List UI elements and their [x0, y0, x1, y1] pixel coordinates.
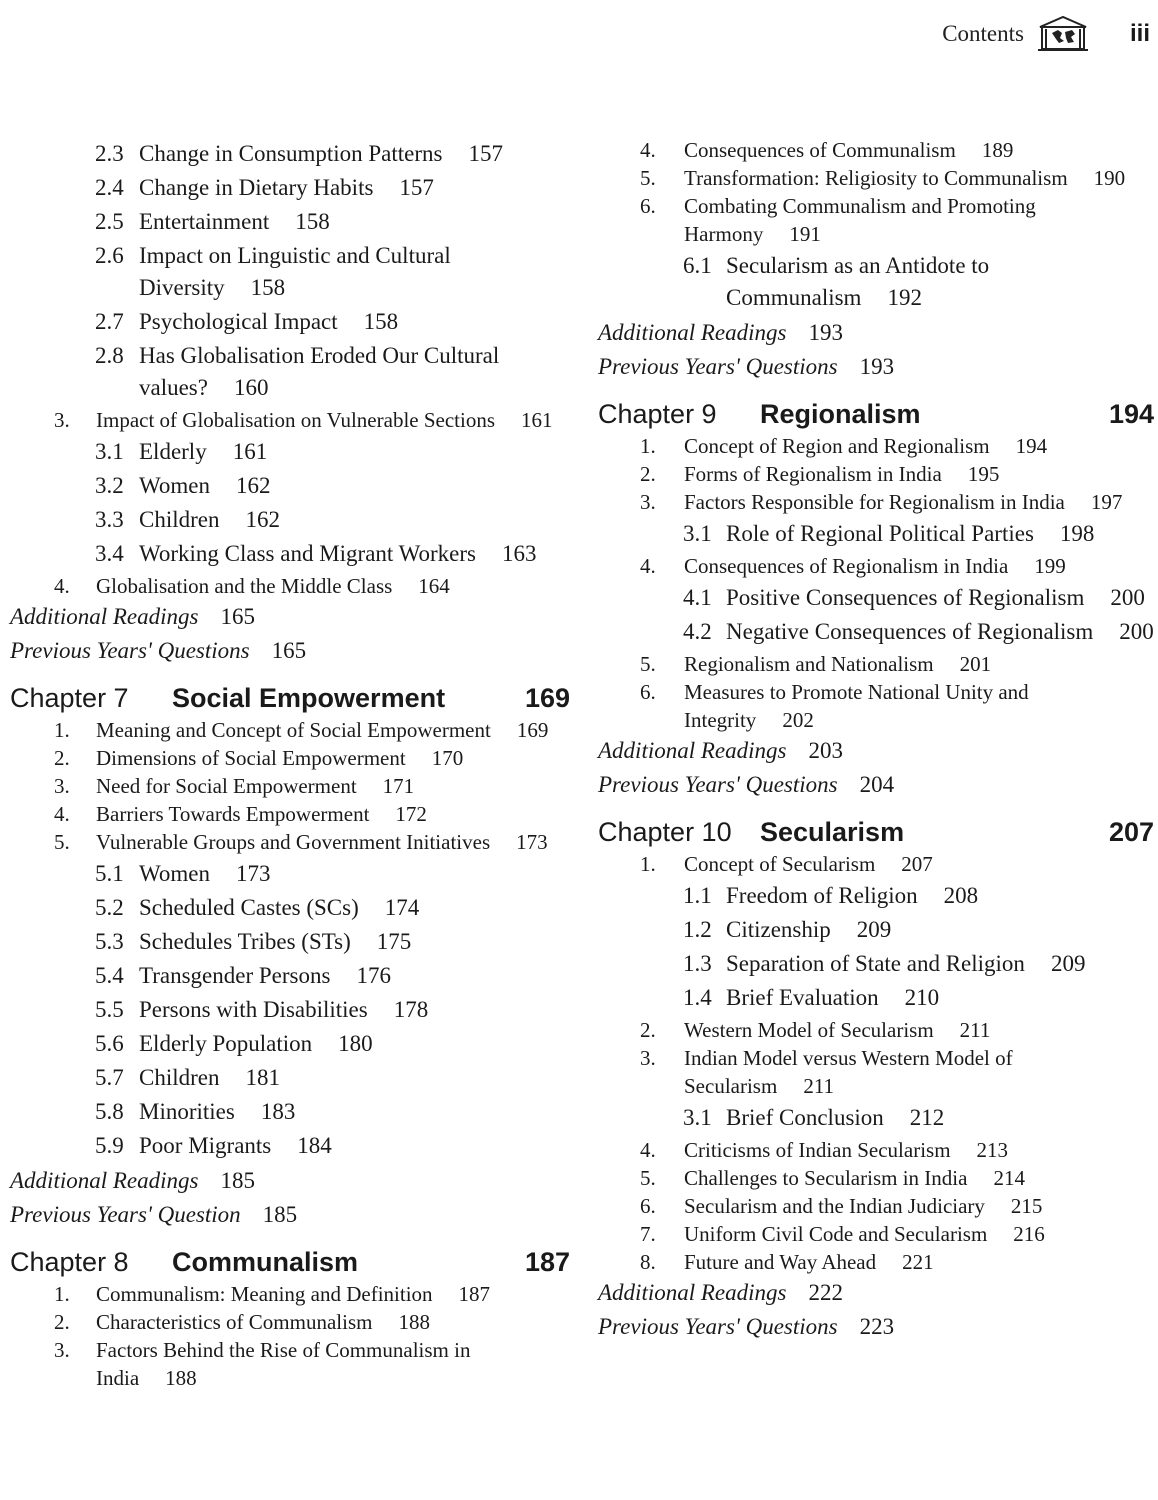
- entry-page: 158: [250, 275, 286, 300]
- entry-text: Future and Way Ahead: [684, 1250, 877, 1274]
- entry-number: 5.4: [95, 963, 124, 988]
- entry-text: Negative Consequences of Regionalism: [726, 619, 1094, 644]
- entry-number: 2.4: [95, 175, 124, 200]
- entry-text: Western Model of Secularism: [684, 1018, 934, 1042]
- entry-number: 5.8: [95, 1099, 124, 1124]
- entry-text: Additional Readings: [10, 1168, 199, 1193]
- entry-page: 214: [993, 1166, 1025, 1190]
- entry-text: Previous Years' Questions: [598, 354, 838, 379]
- entry-number: 5.5: [95, 997, 124, 1022]
- toc-subsection-entry: [598, 250, 1154, 314]
- chapter-heading: [598, 396, 1154, 432]
- entry-text: Positive Consequences of Regionalism: [726, 585, 1085, 610]
- toc-section-entry: [598, 1136, 1154, 1164]
- entry-page: 197: [1090, 490, 1123, 514]
- toc-extra-entry: [10, 600, 570, 634]
- toc-subsection-entry: [10, 960, 570, 992]
- toc-subsection-entry: [10, 926, 570, 958]
- toc-section-entry: [598, 460, 1154, 488]
- entry-number: 5.6: [95, 1031, 124, 1056]
- toc-subsection-entry: [598, 982, 1154, 1014]
- toc-extra-entry: [598, 1276, 1154, 1310]
- toc-subsection-entry: [10, 240, 570, 304]
- toc-section-entry: [10, 744, 570, 772]
- entry-text: Additional Readings: [598, 1280, 787, 1305]
- entry-number: 6.1: [683, 253, 712, 278]
- toc-section-entry: [598, 1044, 1154, 1100]
- entry-number: 1.: [54, 1282, 70, 1306]
- entry-number: 7.: [640, 1222, 656, 1246]
- chapter-label: Chapter 8: [10, 1247, 129, 1277]
- entry-text: Separation of State and Religion: [726, 951, 1025, 976]
- entry-page: 187: [458, 1282, 491, 1306]
- entry-text: Has Globalisation Eroded Our Cultural values?: [139, 343, 500, 400]
- toc-section-entry: [598, 678, 1154, 734]
- entry-number: 2.5: [95, 209, 124, 234]
- entry-text: Schedules Tribes (STs): [139, 929, 351, 954]
- entry-number: 5.7: [95, 1065, 124, 1090]
- entry-page: 209: [856, 917, 892, 942]
- entry-text: Impact of Globalisation on Vulnerable Sections: [96, 408, 496, 432]
- entry-page: 185: [220, 1168, 255, 1193]
- toc-subsection-entry: [10, 340, 570, 404]
- toc-section-entry: [598, 552, 1154, 580]
- toc-subsection-entry: [10, 436, 570, 468]
- toc-subsection-entry: [598, 948, 1154, 980]
- entry-number: 1.4: [683, 985, 712, 1010]
- entry-text: Additional Readings: [598, 320, 787, 345]
- toc-section-entry: [598, 1164, 1154, 1192]
- entry-page: 215: [1010, 1194, 1043, 1218]
- entry-page: 191: [789, 222, 821, 246]
- entry-page: 173: [235, 861, 271, 886]
- entry-page: 160: [233, 375, 269, 400]
- entry-text: Uniform Civil Code and Secularism: [684, 1222, 988, 1246]
- entry-text: Change in Consumption Patterns: [139, 141, 443, 166]
- chapter-title: Secularism: [760, 817, 905, 847]
- entry-page: 211: [803, 1074, 835, 1098]
- entry-page: 158: [363, 309, 399, 334]
- toc-section-entry: [10, 406, 570, 434]
- entry-number: 1.: [640, 852, 656, 876]
- entry-page: 200: [1119, 619, 1154, 644]
- entry-text: Previous Years' Questions: [10, 638, 250, 663]
- toc-subsection-entry: [10, 306, 570, 338]
- entry-number: 4.: [640, 554, 656, 578]
- toc-section-entry: [10, 1280, 570, 1308]
- toc-subsection-entry: [10, 470, 570, 502]
- entry-page: 208: [943, 883, 979, 908]
- entry-page: 189: [981, 138, 1014, 162]
- entry-text: Psychological Impact: [139, 309, 338, 334]
- entry-page: 213: [976, 1138, 1009, 1162]
- toc-section-entry: [598, 1016, 1154, 1044]
- chapter-heading: [598, 814, 1154, 850]
- entry-page: 200: [1110, 585, 1145, 610]
- entry-text: Indian Model versus Western Model of Secularism: [684, 1046, 1013, 1098]
- entry-page: 171: [382, 774, 415, 798]
- entry-text: Measures to Promote National Unity and Integrity: [684, 680, 1029, 732]
- entry-number: 3.4: [95, 541, 124, 566]
- entry-text: Regionalism and Nationalism: [684, 652, 934, 676]
- toc-section-entry: [10, 800, 570, 828]
- entry-page: 209: [1050, 951, 1086, 976]
- entry-text: Need for Social Empowerment: [96, 774, 357, 798]
- entry-number: 5.2: [95, 895, 124, 920]
- toc-subsection-entry: [598, 582, 1154, 614]
- entry-number: 2.8: [95, 343, 124, 368]
- toc-extra-entry: [598, 316, 1154, 350]
- entry-text: Scheduled Castes (SCs): [139, 895, 359, 920]
- toc-right-column: [598, 136, 1154, 1344]
- entry-text: Women: [139, 861, 210, 886]
- entry-number: 5.: [640, 1166, 656, 1190]
- chapter-page: 187: [524, 1247, 570, 1277]
- toc-subsection-entry: [10, 1096, 570, 1128]
- entry-text: Vulnerable Groups and Government Initiatives: [96, 830, 491, 854]
- entry-text: Entertainment: [139, 209, 270, 234]
- entry-number: 2.: [640, 1018, 656, 1042]
- entry-page: 185: [262, 1202, 298, 1227]
- entry-page: 216: [1013, 1222, 1045, 1246]
- entry-text: Elderly Population: [139, 1031, 313, 1056]
- entry-page: 222: [808, 1280, 843, 1305]
- toc-subsection-entry: [10, 1028, 570, 1060]
- entry-text: Previous Years' Question: [10, 1202, 241, 1227]
- entry-number: 3.3: [95, 507, 124, 532]
- running-head: Contents: [942, 21, 1024, 46]
- entry-page: 201: [959, 652, 992, 676]
- entry-page: 165: [220, 604, 255, 629]
- toc-subsection-entry: [598, 880, 1154, 912]
- toc-section-entry: [10, 1336, 570, 1392]
- toc-subsection-entry: [10, 1130, 570, 1162]
- entry-page: 193: [808, 320, 843, 345]
- entry-number: 1.2: [683, 917, 712, 942]
- toc-subsection-entry: [598, 616, 1154, 648]
- entry-text: Persons with Disabilities: [139, 997, 368, 1022]
- toc-section-entry: [598, 650, 1154, 678]
- entry-number: 1.: [54, 718, 70, 742]
- page-number: iii: [1129, 20, 1150, 47]
- entry-number: 2.6: [95, 243, 124, 268]
- entry-page: 169: [516, 718, 549, 742]
- toc-section-entry: [598, 136, 1154, 164]
- toc-subsection-entry: [598, 914, 1154, 946]
- entry-number: 3.1: [95, 439, 124, 464]
- entry-text: Factors Responsible for Regionalism in India: [684, 490, 1065, 514]
- entry-page: 181: [245, 1065, 280, 1090]
- entry-page: 180: [338, 1031, 373, 1056]
- entry-page: 165: [271, 638, 307, 663]
- entry-text: Characteristics of Communalism: [96, 1310, 373, 1334]
- entry-page: 207: [901, 852, 933, 876]
- entry-page: 157: [399, 175, 434, 200]
- entry-text: Concept of Secularism: [684, 852, 876, 876]
- entry-number: 2.: [54, 1310, 70, 1334]
- book-house-logo-icon: [1036, 15, 1090, 53]
- entry-text: Secularism and the Indian Judiciary: [684, 1194, 985, 1218]
- toc-subsection-entry: [10, 138, 570, 170]
- toc-section-entry: [10, 572, 570, 600]
- entry-text: Meaning and Concept of Social Empowerment: [96, 718, 491, 742]
- entry-text: Women: [139, 473, 210, 498]
- toc-subsection-entry: [10, 892, 570, 924]
- entry-number: 5.: [640, 652, 656, 676]
- chapter-label: Chapter 9: [598, 399, 717, 429]
- toc-extra-entry: [10, 1198, 570, 1232]
- toc-subsection-entry: [10, 206, 570, 238]
- entry-page: 203: [808, 738, 843, 763]
- entry-page: 174: [384, 895, 420, 920]
- toc-section-entry: [598, 192, 1154, 248]
- toc-section-entry: [10, 828, 570, 856]
- entry-page: 192: [887, 285, 922, 310]
- entry-number: 4.: [640, 138, 656, 162]
- entry-text: Secularism as an Antidote to Communalism: [726, 253, 990, 310]
- toc-section-entry: [598, 164, 1154, 192]
- entry-text: Previous Years' Questions: [598, 1314, 838, 1339]
- entry-text: Elderly: [139, 439, 207, 464]
- toc-subsection-entry: [10, 858, 570, 890]
- toc-section-entry: [598, 1192, 1154, 1220]
- entry-text: Role of Regional Political Parties: [726, 521, 1034, 546]
- entry-page: 162: [245, 507, 280, 532]
- toc-section-entry: [10, 716, 570, 744]
- chapter-page: 207: [1108, 817, 1154, 847]
- entry-number: 2.: [54, 746, 70, 770]
- entry-text: Criticisms of Indian Secularism: [684, 1138, 951, 1162]
- entry-number: 3.: [54, 408, 70, 432]
- entry-page: 198: [1059, 521, 1095, 546]
- entry-page: 188: [398, 1310, 430, 1334]
- entry-number: 3.: [54, 774, 70, 798]
- entry-page: 188: [165, 1366, 197, 1390]
- toc-extra-entry: [10, 1164, 570, 1198]
- toc-subsection-entry: [598, 518, 1154, 550]
- entry-text: Poor Migrants: [139, 1133, 272, 1158]
- entry-page: 157: [468, 141, 503, 166]
- toc-extra-entry: [10, 634, 570, 668]
- entry-text: Factors Behind the Rise of Communalism in India: [96, 1338, 471, 1390]
- entry-number: 4.: [640, 1138, 656, 1162]
- entry-text: Transformation: Religiosity to Communalism: [684, 166, 1068, 190]
- toc-extra-entry: [598, 734, 1154, 768]
- entry-page: 158: [295, 209, 330, 234]
- entry-number: 3.1: [683, 521, 712, 546]
- entry-page: 184: [297, 1133, 332, 1158]
- entry-number: 3.2: [95, 473, 124, 498]
- entry-text: Consequences of Regionalism in India: [684, 554, 1009, 578]
- entry-page: 190: [1093, 166, 1126, 190]
- toc-section-entry: [10, 1308, 570, 1336]
- entry-page: 170: [431, 746, 464, 770]
- entry-page: 162: [235, 473, 271, 498]
- entry-number: 4.1: [683, 585, 712, 610]
- entry-page: 211: [959, 1018, 991, 1042]
- chapter-label: Chapter 7: [10, 683, 129, 713]
- chapter-title: Regionalism: [760, 399, 921, 429]
- entry-text: Transgender Persons: [139, 963, 331, 988]
- entry-page: 193: [859, 354, 895, 379]
- entry-text: Working Class and Migrant Workers: [139, 541, 476, 566]
- toc-section-entry: [598, 488, 1154, 516]
- chapter-label: Chapter 10: [598, 817, 732, 847]
- entry-page: 194: [1015, 434, 1048, 458]
- entry-page: 202: [782, 708, 814, 732]
- entry-number: 8.: [640, 1250, 656, 1274]
- entry-page: 183: [260, 1099, 296, 1124]
- entry-number: 3.1: [683, 1105, 712, 1130]
- toc-subsection-entry: [10, 172, 570, 204]
- entry-text: Consequences of Communalism: [684, 138, 956, 162]
- chapter-title: Communalism: [172, 1247, 359, 1277]
- entry-text: Concept of Region and Regionalism: [684, 434, 990, 458]
- entry-text: Impact on Linguistic and Cultural Diversity: [139, 243, 451, 300]
- entry-page: 175: [376, 929, 412, 954]
- entry-text: Children: [139, 507, 220, 532]
- chapter-heading: [10, 680, 570, 716]
- toc-subsection-entry: [598, 1102, 1154, 1134]
- entry-number: 5.1: [95, 861, 124, 886]
- entry-page: 173: [516, 830, 548, 854]
- entry-page: 204: [859, 772, 895, 797]
- entry-number: 1.3: [683, 951, 712, 976]
- entry-number: 4.2: [683, 619, 712, 644]
- entry-number: 3.: [640, 1046, 656, 1070]
- entry-text: Dimensions of Social Empowerment: [96, 746, 406, 770]
- entry-number: 2.7: [95, 309, 124, 334]
- entry-number: 2.3: [95, 141, 124, 166]
- chapter-page: 194: [1108, 399, 1154, 429]
- entry-number: 5.: [640, 166, 656, 190]
- entry-number: 3.: [640, 490, 656, 514]
- entry-page: 176: [356, 963, 391, 988]
- entry-number: 1.: [640, 434, 656, 458]
- entry-text: Additional Readings: [598, 738, 787, 763]
- entry-text: Communalism: Meaning and Definition: [96, 1282, 433, 1306]
- entry-page: 212: [909, 1105, 945, 1130]
- entry-page: 195: [967, 462, 1000, 486]
- toc-subsection-entry: [10, 1062, 570, 1094]
- entry-text: Forms of Regionalism in India: [684, 462, 942, 486]
- entry-page: 164: [418, 574, 450, 598]
- entry-page: 163: [502, 541, 537, 566]
- toc-subsection-entry: [10, 538, 570, 570]
- entry-text: Barriers Towards Empowerment: [96, 802, 370, 826]
- chapter-heading: [10, 1244, 570, 1280]
- toc-left-column: [10, 136, 570, 1392]
- entry-text: Brief Conclusion: [726, 1105, 884, 1130]
- entry-number: 4.: [54, 802, 70, 826]
- entry-text: Freedom of Religion: [726, 883, 918, 908]
- chapter-title: Social Empowerment: [172, 683, 446, 713]
- entry-number: 5.: [54, 830, 70, 854]
- entry-page: 210: [904, 985, 940, 1010]
- entry-number: 5.9: [95, 1133, 124, 1158]
- toc-extra-entry: [598, 768, 1154, 802]
- toc-subsection-entry: [10, 994, 570, 1026]
- toc-extra-entry: [598, 1310, 1154, 1344]
- toc-section-entry: [598, 432, 1154, 460]
- entry-number: 4.: [54, 574, 70, 598]
- toc-extra-entry: [598, 350, 1154, 384]
- entry-number: 6.: [640, 1194, 656, 1218]
- entry-text: Challenges to Secularism in India: [684, 1166, 968, 1190]
- entry-number: 2.: [640, 462, 656, 486]
- entry-page: 172: [395, 802, 427, 826]
- toc-section-entry: [598, 850, 1154, 878]
- entry-page: 178: [393, 997, 429, 1022]
- entry-text: Previous Years' Questions: [598, 772, 838, 797]
- entry-number: 6.: [640, 680, 656, 704]
- toc-subsection-entry: [10, 504, 570, 536]
- entry-text: Combating Communalism and Promoting Harmony: [684, 194, 1036, 246]
- entry-text: Globalisation and the Middle Class: [96, 574, 393, 598]
- entry-text: Brief Evaluation: [726, 985, 879, 1010]
- entry-page: 221: [902, 1250, 934, 1274]
- entry-text: Minorities: [139, 1099, 235, 1124]
- entry-text: Change in Dietary Habits: [139, 175, 374, 200]
- entry-number: 5.3: [95, 929, 124, 954]
- entry-page: 161: [232, 439, 268, 464]
- chapter-page: 169: [524, 683, 570, 713]
- entry-page: 223: [859, 1314, 895, 1339]
- entry-number: 3.: [54, 1338, 70, 1362]
- page-header: [942, 12, 1150, 56]
- entry-text: Children: [139, 1065, 220, 1090]
- entry-text: Citizenship: [726, 917, 831, 942]
- toc-section-entry: [10, 772, 570, 800]
- entry-number: 6.: [640, 194, 656, 218]
- toc-section-entry: [598, 1248, 1154, 1276]
- toc-section-entry: [598, 1220, 1154, 1248]
- entry-number: 1.1: [683, 883, 712, 908]
- entry-page: 161: [521, 408, 553, 432]
- entry-page: 199: [1034, 554, 1066, 578]
- entry-text: Additional Readings: [10, 604, 199, 629]
